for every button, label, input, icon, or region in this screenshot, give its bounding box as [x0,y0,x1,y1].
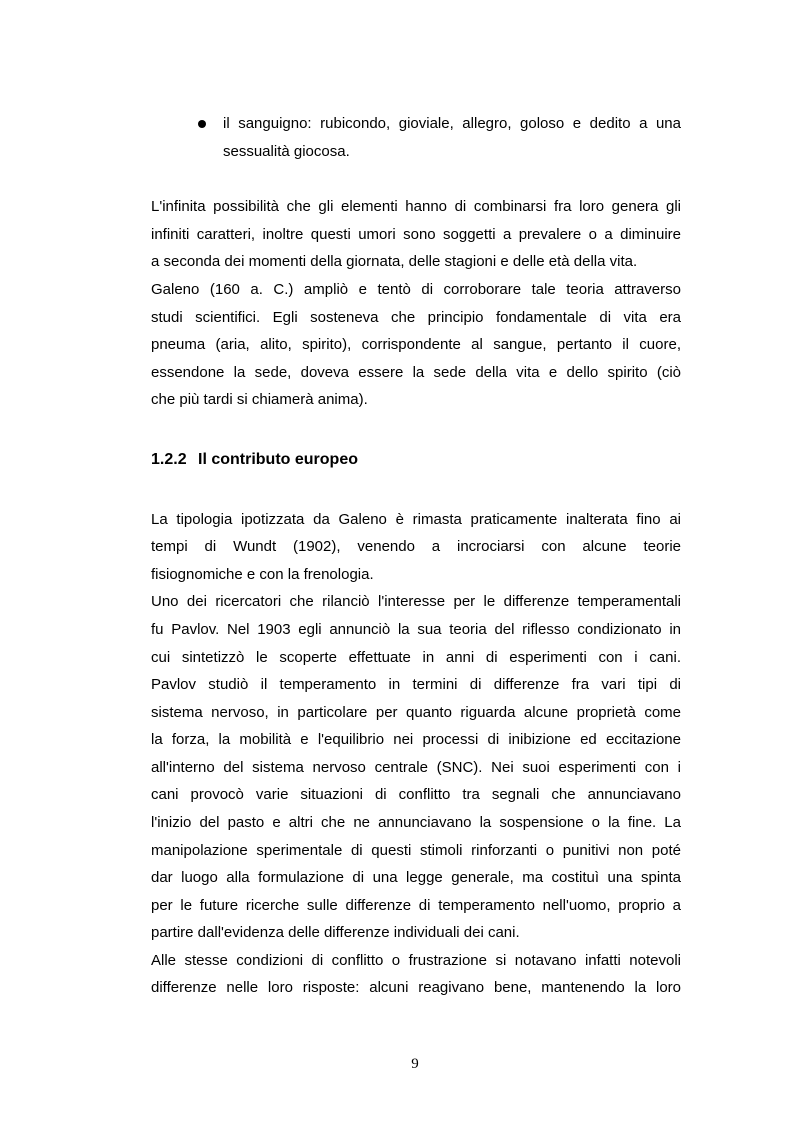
paragraph-line: la forza, la mobilità e l'equilibrio nei processi di inibizione ed eccitazione [151,731,681,748]
bullet-line: sessualità giocosa. [223,143,350,160]
paragraph-line: manipolazione sperimentale di questi stimoli rinforzanti o punitivi non poté [151,842,681,859]
paragraph-line: pneuma (aria, alito, spirito), corrispondente al sangue, pertanto il cuore, [151,336,681,353]
bullet-dot-icon [198,120,206,128]
paragraph-line: cani provocò varie situazioni di conflitto tra segnali che annunciavano [151,786,681,803]
page-number: 9 [411,1056,419,1072]
section-number: 1.2.2 [151,451,187,468]
paragraph-line: fu Pavlov. Nel 1903 egli annunciò la sua teoria del riflesso condizionato in [151,621,681,638]
paragraph-line: L'infinita possibilità che gli elementi hanno di combinarsi fra loro genera gli [151,198,681,215]
paragraph-line: sistema nervoso, in particolare per quanto riguarda alcune proprietà come [151,704,681,721]
paragraph-line: Pavlov studiò il temperamento in termini di differenze fra vari tipi di [151,676,681,693]
paragraph-line: differenze nelle loro risposte: alcuni reagivano bene, mantenendo la loro [151,979,681,996]
paragraph-line: tempi di Wundt (1902), venendo a incrociarsi con alcune teorie [151,538,681,555]
section-title: Il contributo europeo [198,451,358,468]
paragraph-line: essendone la sede, doveva essere la sede della vita e dello spirito (ciò [151,364,681,381]
paragraph-line: dar luogo alla formulazione di una legge generale, ma costituì una spinta [151,869,681,886]
section-heading [151,449,358,471]
paragraph-line: a seconda dei momenti della giornata, delle stagioni e delle età della vita. [151,253,638,270]
paragraph-line: all'interno del sistema nervoso centrale (SNC). Nei suoi esperimenti con i [151,759,681,776]
paragraph-line: cui sintetizzò le scoperte effettuate in anni di esperimenti con i cani. [151,649,681,666]
bullet-line: il sanguigno: rubicondo, gioviale, allegro, goloso e dedito a una [223,115,681,132]
paragraph-line: fisiognomiche e con la frenologia. [151,566,374,583]
paragraph-line: La tipologia ipotizzata da Galeno è rimasta praticamente inalterata fino ai [151,511,681,528]
paragraph-line: Alle stesse condizioni di conflitto o frustrazione si notavano infatti notevoli [151,952,681,969]
paragraph-line: l'inizio del pasto e altri che ne annunciavano la sospensione o la fine. La [151,814,681,831]
paragraph-line: infiniti caratteri, inoltre questi umori sono soggetti a prevalere o a diminuire [151,226,681,243]
paragraph-line: per le future ricerche sulle differenze di temperamento nell'uomo, proprio a [151,897,681,914]
paragraph-line: che più tardi si chiamerà anima). [151,391,368,408]
paragraph-line: Uno dei ricercatori che rilanciò l'interesse per le differenze temperamentali [151,593,681,610]
paragraph-line: partire dall'evidenza delle differenze individuali dei cani. [151,924,520,941]
paragraph-line: studi scientifici. Egli sosteneva che principio fondamentale di vita era [151,309,681,326]
paragraph-line: Galeno (160 a. C.) ampliò e tentò di corroborare tale teoria attraverso [151,281,681,298]
